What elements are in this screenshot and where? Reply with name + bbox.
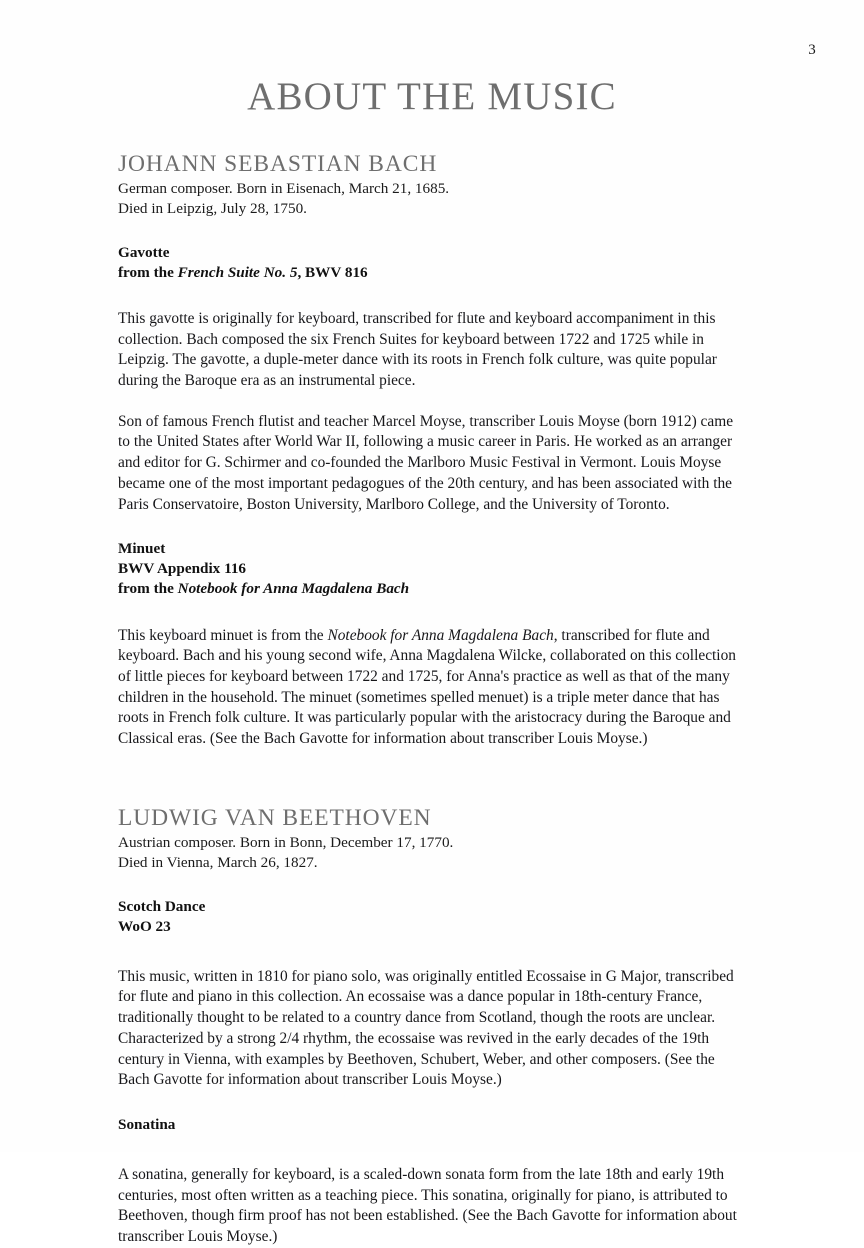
work-block-sonatina [118, 1115, 744, 1135]
page-title: ABOUT THE MUSIC [247, 75, 617, 118]
work-paragraph: A sonatina, generally for keyboard, is a scaled-down sonata form from the late 18th and early 19th centuries, most often written as a teaching piece. This sonatina, originally for piano, is attributed to Beethoven, though firm proof has not been established. (See the Bach Gavotte for information about transcriber Louis Moyse.) [118, 1166, 737, 1246]
work-source-italic: French Suite No. 5 [177, 263, 298, 281]
composer-section-beethoven [118, 806, 744, 1248]
work-source-prefix: from the [118, 580, 178, 598]
work-paragraph: Son of famous French flutist and teacher Marcel Moyse, transcriber Louis Moyse (born 1912) came to the United States after World War II, following a music career in Paris. He worked as an arranger and editor for G. Schirmer and co-founded the Marlboro Music Festival in Vermont. Louis Moyse became one of the most important pedagogues of the 20th century, and has been associated with the Paris Conservatoire, Boston University, Marlboro College, and the University of Toronto. [118, 412, 734, 513]
work-source-suffix: , BWV 816 [297, 263, 368, 281]
paragraph-text-before: This keyboard minuet is from the [118, 626, 328, 644]
work-block-gavotte [118, 243, 744, 283]
work-title: Gavotte [118, 243, 170, 261]
page-number: 3 [808, 42, 816, 58]
work-block-scotch-dance [118, 897, 744, 937]
composer-death-line: Died in Leipzig, July 28, 1750. [118, 199, 307, 217]
work-source-prefix: from the [118, 263, 178, 281]
composer-birth-line: German composer. Born in Eisenach, March 21, 1685. [118, 179, 450, 197]
work-block-minuet [118, 539, 744, 599]
paragraph-text-after: , transcribed for flute and keyboard. Bach and his young second wife, Anna Magdalena Wilcke, collaborated on this collection of little pieces for keyboard between 1722 and 1725, for Anna's practice as well as that of the many children in the household. The minuet (sometimes spelled menuet) is a triple meter dance that has roots in French folk culture. It was particularly popular with the aristocracy during the Baroque and Classical eras. (See the Bach Gavotte for information about transcriber Louis Moyse.) [118, 626, 736, 748]
work-catalog: WoO 23 [118, 917, 171, 935]
work-title: Scotch Dance [118, 897, 206, 915]
work-catalog: BWV Appendix 116 [118, 560, 247, 578]
work-title: Sonatina [118, 1115, 176, 1133]
work-source [118, 579, 744, 599]
page-content [118, 152, 744, 1248]
composer-name: LUDWIG VAN BEETHOVEN [118, 804, 432, 831]
work-paragraph: This gavotte is originally for keyboard, transcribed for flute and keyboard accompaniment in this collection. Bach composed the six French Suites for keyboard between 1722 and 1725 while in Leipzig. The gavotte, a duple-meter dance with its roots in French folk culture, was quite popular during the Baroque era as an instrumental piece. [118, 309, 717, 389]
composer-name: JOHANN SEBASTIAN BACH [118, 151, 438, 177]
composer-death-line: Died in Vienna, March 26, 1827. [118, 853, 318, 871]
work-title: Minuet [118, 540, 166, 558]
work-paragraph [118, 626, 744, 750]
work-source [118, 263, 744, 283]
work-source-italic: Notebook for Anna Magdalena Bach [177, 580, 410, 598]
composer-birth-line: Austrian composer. Born in Bonn, December 17, 1770. [118, 833, 454, 851]
composer-section-bach [118, 152, 744, 750]
work-paragraph: This music, written in 1810 for piano solo, was originally entitled Ecossaise in G Major, transcribed for flute and piano in this collection. An ecossaise was a dance popular in 18th-century France, traditionally thought to be related to a country dance from Scotland, though the roots are unclear. Characterized by a strong 2/4 rhythm, the ecossaise was revived in the early decades of the 19th century in Vienna, with examples by Beethoven, Schubert, Weber, and other composers. (See the Bach Gavotte for information about transcriber Louis Moyse.) [118, 967, 734, 1089]
paragraph-italic-title: Notebook for Anna Magdalena Bach [327, 626, 554, 644]
